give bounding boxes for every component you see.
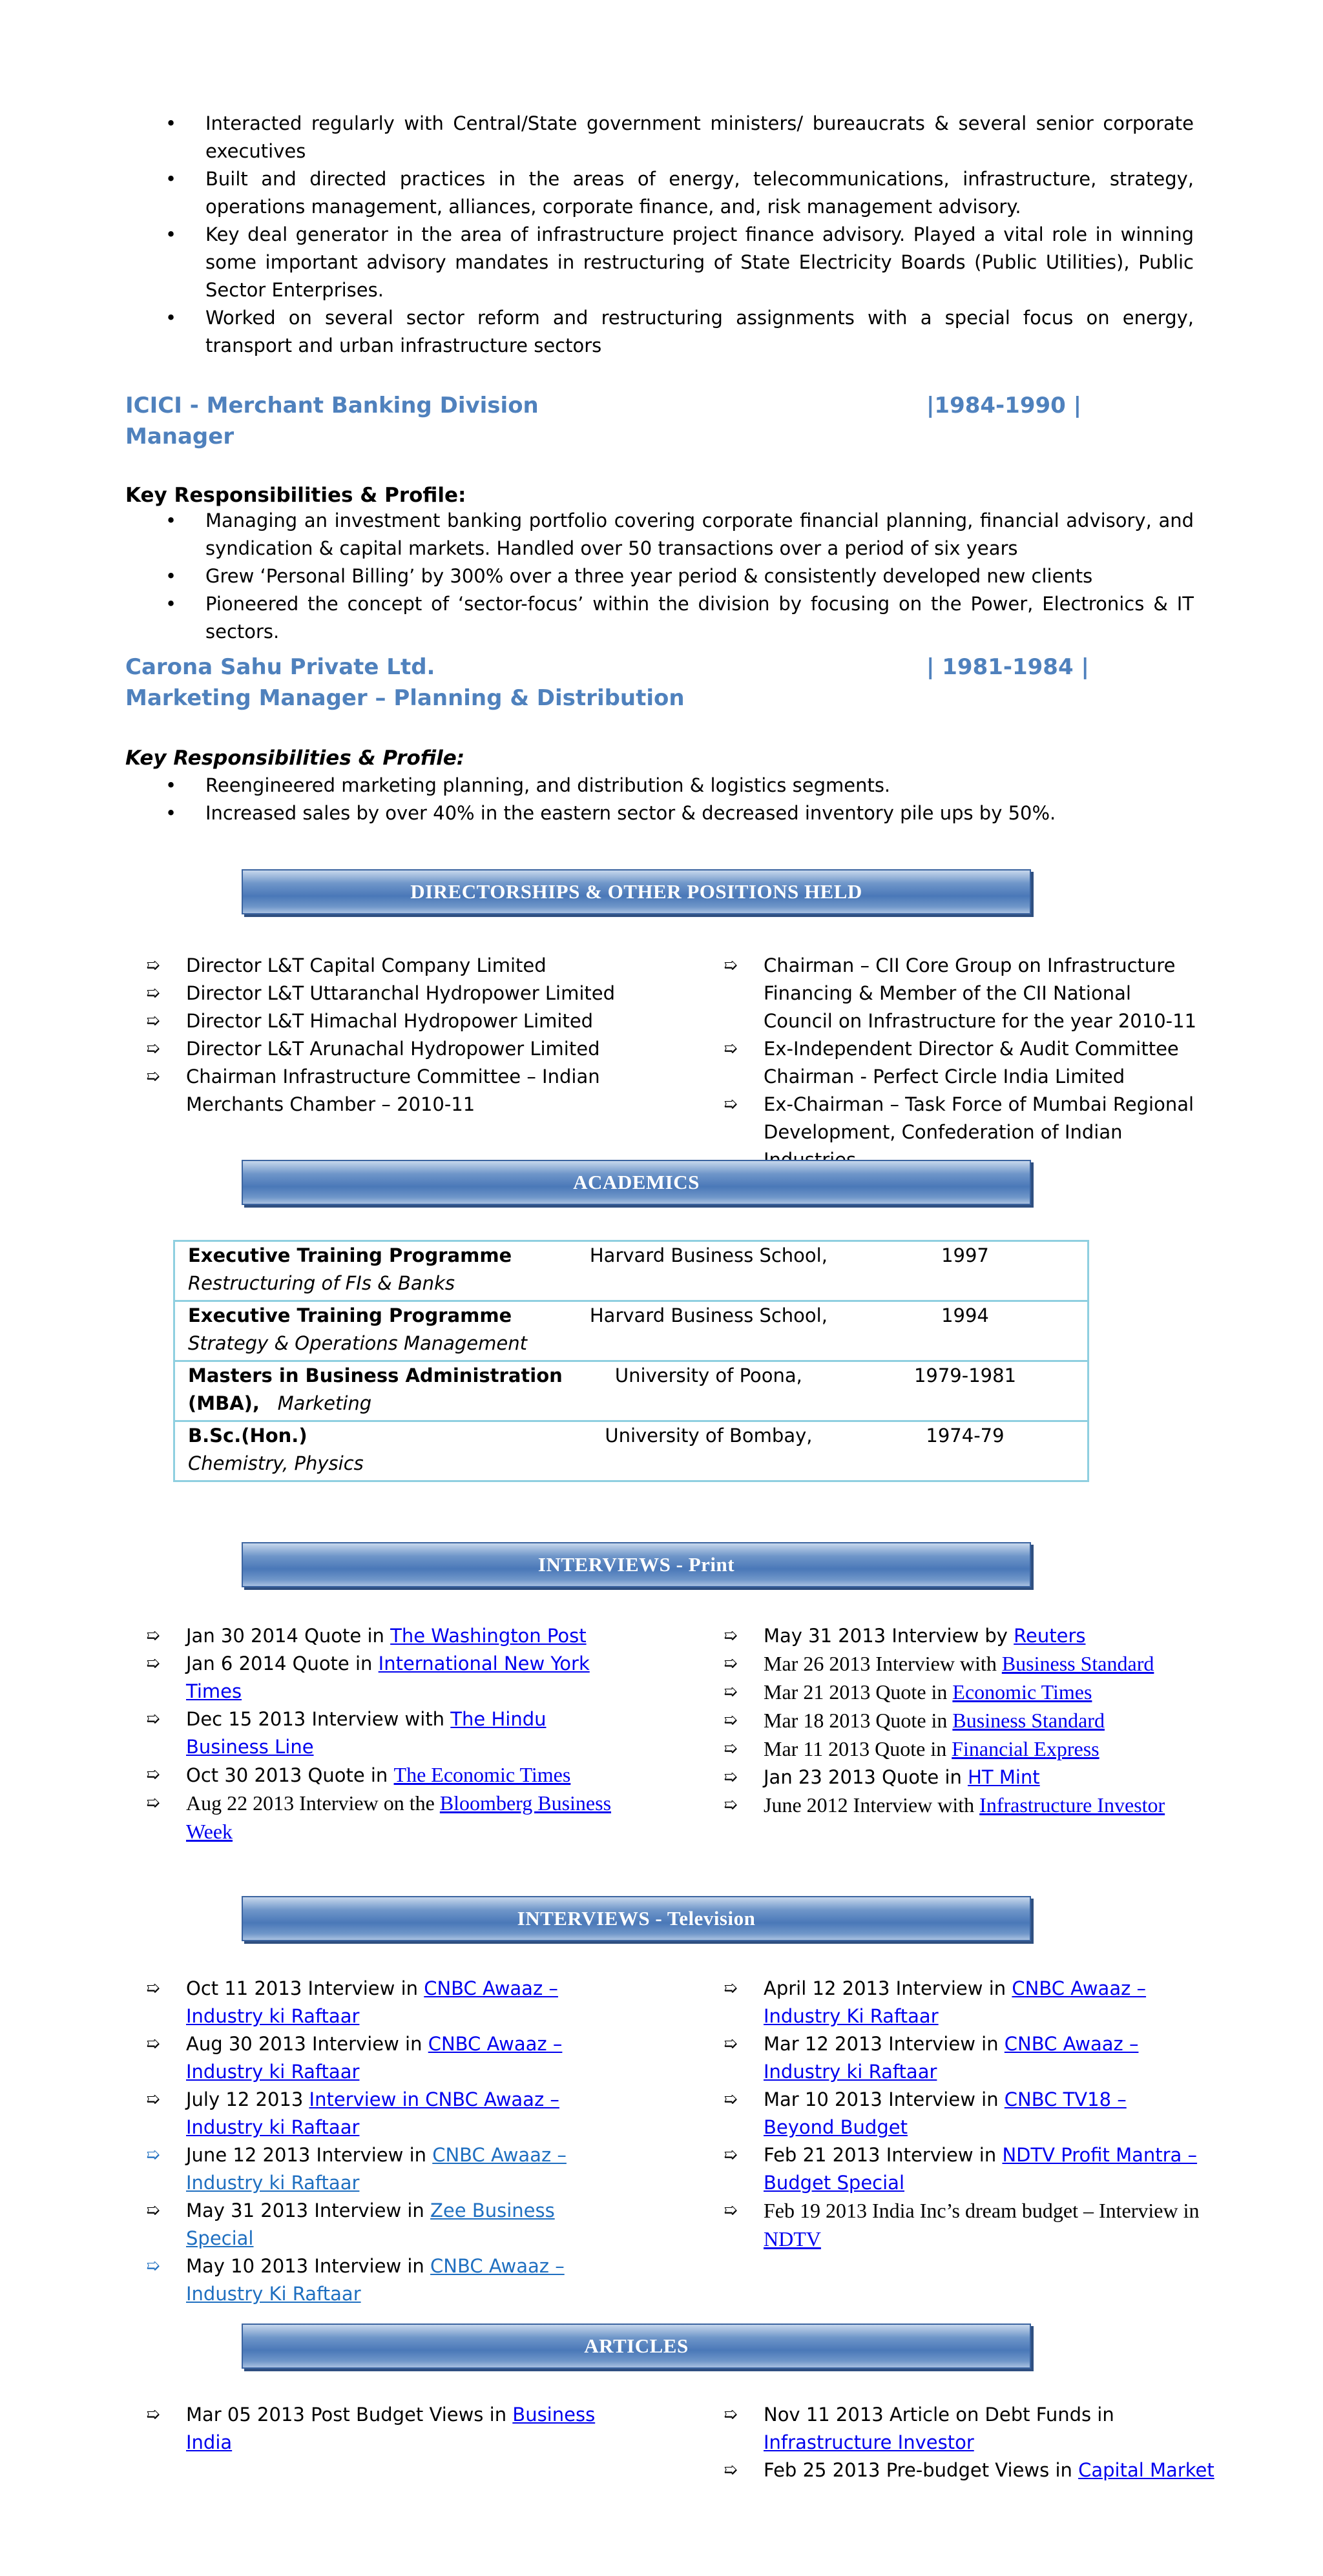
carona-bullet-list <box>125 772 1194 827</box>
list-item: ➯ July 12 2013 Interview in CNBC Awaaz – Industry ki Raftaar <box>146 2086 598 2141</box>
degree: B.Sc.(Hon.) <box>188 1425 307 1447</box>
arrow-icon: ➯ <box>146 1011 160 1031</box>
arrow-icon: ➯ <box>146 2201 160 2220</box>
arrow-icon: ➯ <box>146 2090 160 2109</box>
media-link[interactable]: Business India <box>186 2404 596 2453</box>
table-row <box>174 1241 1089 1301</box>
list-item: • Managing an investment banking portfolio covering corporate financial planning, financial advisory, and syndication & capital markets. Handled over 50 transactions over a period of six years <box>125 507 1194 562</box>
year: 1994 <box>843 1301 1089 1361</box>
arrow-icon: ➯ <box>724 1626 738 1645</box>
interviews-tv-right-list <box>724 1975 1202 2254</box>
list-item: ➯ Ex-Independent Director & Audit Committee Chairman - Perfect Circle India Limited <box>724 1035 1202 1091</box>
list-item: ➯ May 31 2013 Interview in Zee Business Special <box>146 2197 598 2252</box>
media-link[interactable]: CNBC Awaaz – Industry ki Raftaar <box>186 1977 558 2027</box>
arrow-icon: ➯ <box>724 2145 738 2165</box>
interviews-print-left-list <box>146 1622 624 1846</box>
arrow-icon: ➯ <box>724 1767 738 1787</box>
list-item: ➯ Aug 22 2013 Interview on the Bloomberg Business Week <box>146 1789 624 1846</box>
list-item: ➯ June 2012 Interview with Infrastructure Investor <box>724 1791 1214 1820</box>
media-link[interactable]: Financial Express <box>952 1737 1099 1760</box>
media-link[interactable]: CNBC Awaaz – Industry ki Raftaar <box>186 2144 567 2194</box>
media-link[interactable]: CNBC TV18 – Beyond Budget <box>764 2088 1127 2138</box>
directorships-banner: DIRECTORSHIPS & OTHER POSITIONS HELD <box>242 869 1031 914</box>
subject: Restructuring of FIs & Banks <box>188 1272 455 1294</box>
arrow-icon: ➯ <box>146 2034 160 2054</box>
list-item: • Reengineered marketing planning, and distribution & logistics segments. <box>125 772 1194 799</box>
list-item: • Grew ‘Personal Billing’ by 300% over a three year period & consistently developed new clients <box>125 562 1194 590</box>
media-link[interactable]: Infrastructure Investor <box>979 1793 1165 1817</box>
interviews-tv-left-list <box>146 1975 598 2308</box>
arrow-icon: ➯ <box>724 2405 738 2424</box>
institution: University of Bombay, <box>574 1421 843 1481</box>
icici-company: ICICI - Merchant Banking Division <box>125 393 539 418</box>
arrow-icon: ➯ <box>146 1765 160 1784</box>
list-item: ➯ Mar 05 2013 Post Budget Views in Business India <box>146 2401 598 2457</box>
arrow-icon: ➯ <box>146 1793 160 1813</box>
media-link[interactable]: CNBC Awaaz – Industry Ki Raftaar <box>764 1977 1147 2027</box>
list-item: ➯ Director L&T Himachal Hydropower Limited <box>146 1007 624 1035</box>
year: 1974-79 <box>843 1421 1089 1481</box>
arrow-icon: ➯ <box>724 956 738 975</box>
list-item: ➯ April 12 2013 Interview in CNBC Awaaz – Industry Ki Raftaar <box>724 1975 1202 2030</box>
media-link[interactable]: Economic Times <box>952 1680 1092 1704</box>
arrow-icon: ➯ <box>146 984 160 1003</box>
list-item: ➯ Feb 25 2013 Pre-budget Views in Capital Market <box>724 2457 1214 2484</box>
media-link[interactable]: CNBC Awaaz – Industry Ki Raftaar <box>186 2255 565 2305</box>
list-item: ➯ Mar 12 2013 Interview in CNBC Awaaz – Industry ki Raftaar <box>724 2030 1202 2086</box>
arrow-icon: ➯ <box>724 2460 738 2480</box>
list-item: • Pioneered the concept of ‘sector-focus’ within the division by focusing on the Power, Electronics & IT sectors. <box>125 590 1194 646</box>
list-item: • Worked on several sector reform and restructuring assignments with a special focus on energy, transport and urban infrastructure sectors <box>125 304 1194 360</box>
year: 1997 <box>843 1241 1089 1301</box>
media-link[interactable]: Reuters <box>1014 1625 1086 1647</box>
list-item: ➯ Aug 30 2013 Interview in CNBC Awaaz – Industry ki Raftaar <box>146 2030 598 2086</box>
media-link[interactable]: Capital Market <box>1078 2459 1214 2481</box>
year: 1979-1981 <box>843 1361 1089 1421</box>
media-link[interactable]: Business Standard <box>1001 1652 1154 1675</box>
top-bullet-list <box>125 110 1194 360</box>
arrow-icon: ➯ <box>724 1095 738 1114</box>
media-link[interactable]: Business Standard <box>952 1709 1105 1732</box>
list-item: ➯ Nov 11 2013 Article on Debt Funds in Infrastructure Investor <box>724 2401 1214 2457</box>
arrow-icon: ➯ <box>724 1039 738 1058</box>
arrow-icon: ➯ <box>724 2201 738 2220</box>
list-item: ➯ Director L&T Capital Company Limited <box>146 952 624 980</box>
table-row <box>174 1301 1089 1361</box>
list-item: ➯ Mar 21 2013 Quote in Economic Times <box>724 1678 1214 1707</box>
academics-table <box>173 1240 1089 1482</box>
media-link[interactable]: HT Mint <box>968 1766 1040 1788</box>
arrow-icon: ➯ <box>724 1795 738 1815</box>
subject: Chemistry, Physics <box>188 1452 364 1474</box>
degree: Executive Training Programme <box>188 1244 512 1266</box>
list-item: ➯ Director L&T Arunachal Hydropower Limited <box>146 1035 624 1063</box>
media-link[interactable]: NDTV Profit Mantra – Budget Special <box>764 2144 1198 2194</box>
arrow-icon: ➯ <box>146 1039 160 1058</box>
list-item: ➯ Mar 11 2013 Quote in Financial Express <box>724 1735 1214 1764</box>
list-item: • Increased sales by over 40% in the eastern sector & decreased inventory pile ups by 50%. <box>125 799 1194 827</box>
carona-key-heading: Key Responsibilities & Profile: <box>125 747 465 770</box>
arrow-icon: ➯ <box>724 1979 738 1998</box>
arrow-icon: ➯ <box>146 2256 160 2276</box>
arrow-icon: ➯ <box>146 1626 160 1645</box>
media-link[interactable]: The Washington Post <box>390 1625 587 1647</box>
arrow-icon: ➯ <box>724 1739 738 1758</box>
media-link[interactable]: The Economic Times <box>393 1763 571 1786</box>
list-item: ➯ Dec 15 2013 Interview with The Hindu Business Line <box>146 1705 624 1761</box>
list-item: ➯ Mar 18 2013 Quote in Business Standard <box>724 1707 1214 1735</box>
list-item: ➯ Chairman – CII Core Group on Infrastructure Financing & Member of the CII National Council on Infrastructure for the year 2010-11 <box>724 952 1202 1035</box>
arrow-icon: ➯ <box>146 1979 160 1998</box>
subject: Strategy & Operations Management <box>188 1332 527 1354</box>
media-link[interactable]: International New York Times <box>186 1653 590 1702</box>
icici-bullet-list <box>125 507 1194 646</box>
media-link[interactable]: Zee Business Special <box>186 2200 555 2249</box>
icici-period: |1984-1990 | <box>926 393 1082 418</box>
list-item: • Built and directed practices in the areas of energy, telecommunications, infrastructure, strategy, operations management, alliances, corporate finance, and, risk management advisory. <box>125 165 1194 221</box>
list-item: ➯ Chairman Infrastructure Committee – Indian Merchants Chamber – 2010-11 <box>146 1063 624 1118</box>
media-link[interactable]: CNBC Awaaz – Industry ki Raftaar <box>764 2033 1139 2083</box>
institution: University of Poona, <box>574 1361 843 1421</box>
directorships-left-list <box>146 952 624 1118</box>
list-item: ➯ Feb 21 2013 Interview in NDTV Profit Mantra – Budget Special <box>724 2141 1202 2197</box>
media-link[interactable]: Infrastructure Investor <box>764 2431 974 2453</box>
arrow-icon: ➯ <box>724 1711 738 1730</box>
table-row <box>174 1361 1089 1421</box>
list-item: ➯ Feb 19 2013 India Inc’s dream budget – Interview in NDTV <box>724 2197 1202 2254</box>
articles-banner: ARTICLES <box>242 2324 1031 2369</box>
degree: Executive Training Programme <box>188 1304 512 1326</box>
subject: Marketing <box>277 1392 372 1414</box>
carona-role: Marketing Manager – Planning & Distribution <box>125 685 685 711</box>
list-item: ➯ Mar 10 2013 Interview in CNBC TV18 – Beyond Budget <box>724 2086 1202 2141</box>
list-item: • Interacted regularly with Central/State government ministers/ bureaucrats & several senior corporate executives <box>125 110 1194 165</box>
institution: Harvard Business School, <box>574 1301 843 1361</box>
list-item: • Key deal generator in the area of infrastructure project finance advisory. Played a vital role in winning some important advisory mandates in restructuring of State Electricity Boards (Public Utilities), Public Sector Enterprises. <box>125 221 1194 304</box>
articles-left-list <box>146 2401 598 2457</box>
media-link[interactable]: CNBC Awaaz – Industry ki Raftaar <box>186 2033 563 2083</box>
list-item: ➯ May 10 2013 Interview in CNBC Awaaz – Industry Ki Raftaar <box>146 2252 598 2308</box>
carona-period: | 1981-1984 | <box>926 654 1089 680</box>
icici-role: Manager <box>125 424 234 449</box>
media-link[interactable]: Bloomberg Business Week <box>186 1791 612 1843</box>
articles-right-list <box>724 2401 1214 2484</box>
institution: Harvard Business School, <box>574 1241 843 1301</box>
arrow-icon: ➯ <box>146 956 160 975</box>
interviews-print-right-list <box>724 1622 1214 1820</box>
arrow-icon: ➯ <box>724 1682 738 1702</box>
media-link[interactable]: The Hindu Business Line <box>186 1708 547 1758</box>
arrow-icon: ➯ <box>146 2145 160 2165</box>
list-item: ➯ Jan 30 2014 Quote in The Washington Post <box>146 1622 624 1650</box>
interviews-print-banner: INTERVIEWS - Print <box>242 1542 1031 1587</box>
interviews-tv-banner: INTERVIEWS - Television <box>242 1896 1031 1941</box>
media-link[interactable]: NDTV <box>764 2227 821 2251</box>
arrow-icon: ➯ <box>724 2034 738 2054</box>
arrow-icon: ➯ <box>724 2090 738 2109</box>
degree: Masters in Business Administration (MBA), <box>188 1365 563 1414</box>
list-item: ➯ Ex-Chairman – Task Force of Mumbai Regional Development, Confederation of Indian <box>724 1091 1202 1174</box>
icici-key-heading: Key Responsibilities & Profile: <box>125 484 466 507</box>
list-item: ➯ Jan 6 2014 Quote in International New York Times <box>146 1650 624 1705</box>
list-item: ➯ Director L&T Uttaranchal Hydropower Limited <box>146 980 624 1007</box>
academics-banner: ACADEMICS <box>242 1160 1031 1205</box>
arrow-icon: ➯ <box>146 1709 160 1729</box>
list-item: ➯ Oct 11 2013 Interview in CNBC Awaaz – Industry ki Raftaar <box>146 1975 598 2030</box>
list-item: ➯ Jan 23 2013 Quote in HT Mint <box>724 1764 1214 1791</box>
list-item: ➯ Oct 30 2013 Quote in The Economic Times <box>146 1761 624 1789</box>
carona-company: Carona Sahu Private Ltd. <box>125 654 435 680</box>
media-link[interactable]: Interview in CNBC Awaaz – Industry ki Raftaar <box>186 2088 559 2138</box>
table-row <box>174 1421 1089 1481</box>
directorships-right-list <box>724 952 1202 1174</box>
arrow-icon: ➯ <box>146 1067 160 1086</box>
list-item: ➯ May 31 2013 Interview by Reuters <box>724 1622 1214 1650</box>
arrow-icon: ➯ <box>146 2405 160 2424</box>
list-item: ➯ June 12 2013 Interview in CNBC Awaaz – Industry ki Raftaar <box>146 2141 598 2197</box>
arrow-icon: ➯ <box>146 1654 160 1673</box>
list-item: ➯ Mar 26 2013 Interview with Business Standard <box>724 1650 1214 1678</box>
arrow-icon: ➯ <box>724 1654 738 1673</box>
